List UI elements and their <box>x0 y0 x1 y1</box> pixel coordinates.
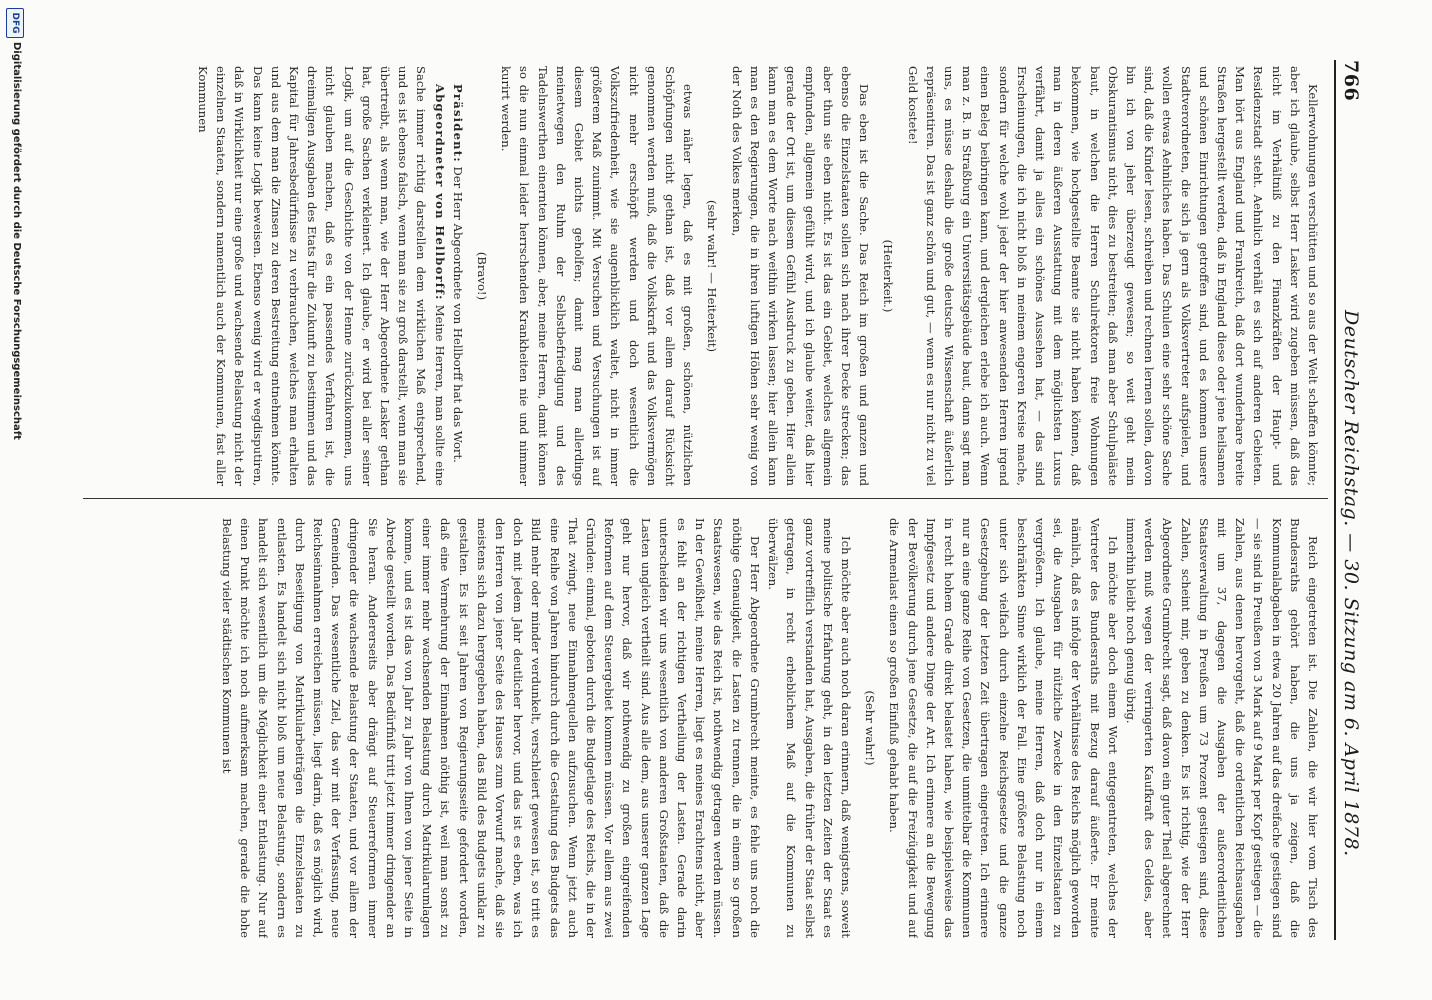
body-paragraph: Reich eingetreten ist. Die Zahlen, die wir hier vom Tisch des Bundesraths gehört haben, die uns ja zeigen, daß die Kommunalabgaben in etwa 20 Jahren auf das dreifache gestiegen sind — sie sind in Preußen von 3 Mark auf 9 Mark per Kopf gestiegen — die Zahlen, aus denen hervorgeht, daß die ordentlichen Reichsausgaben mit um 37, dagegen die Ausgaben der außerordentlichen Staatsverwaltung in Preußen um 73 Prozent gestiegen sind, diese Zahlen, scheint mir, geben zu denken. Es ist richtig, wie der Herr Abgeordnete Grumbrecht sagt, daß davon ein guter Theil abgerechnet werden muß wegen der verringerten Kaufkraft des Geldes, aber immerhin bleibt noch genug übrig. <box>1123 518 1320 938</box>
header-title: Deutscher Reichstag. — 30. Sitzung am 6. April 1878. <box>1340 310 1362 857</box>
digitization-credit: Digitalisierung gefördert durch die Deutsche Forschungsgemeinschaft <box>11 42 22 440</box>
interjection: (sehr wahr! — Heiterkeit) <box>705 199 720 352</box>
text-column-right <box>92 518 1322 938</box>
speaker-name: Abgeordneter von Hellborff: <box>432 84 447 301</box>
body-paragraph: Das eben ist die Sache. Das Reich im großen und ganzen und ebenso die Einzelstaaten sollen sich nach ihrer Decke strecken; das aber thun sie eben nicht. Es ist das ein Gebiet, welches allgemein empfunden, allgemein gefühlt wird, und ich glaube weiter, daß hier gerade der Ort ist, um diesem Gefühl Ausdruck zu geben. Hier allein kann man es dem Worte nach weithin wirken lassen; hier allein kann man es den Regierungen, die in ihren luftigen Höhen sehr wenig von der Noth des Volkes merken, <box>729 66 872 486</box>
speaker-paragraph <box>194 66 449 486</box>
interjection: (Heiterkeit.) <box>881 239 896 313</box>
page-footer <box>4 0 24 1000</box>
text-column-left <box>92 66 1322 486</box>
speech-text: Meine Herren, man sollte eine Sache immer richtig darstellen dem wirklichen Maß entsprechend, und es ist ebenso falsch, wenn man sie zu groß darstellt, wenn man sie übertreibt, als wenn man, wie der Herr Abgeordnete Lasker gethan hat, große Sachen verkleinert. Ich glaube, er wird bei aller seiner Logik, um auf die Geschichte von der Henne zurückzukommen, uns nicht glauben machen, daß es ein passendes Verfahren ist, die dreimaligen Ausgaben des Etats für die Zukunft zu bestimmen und das Kapital für Jahresbedürfnisse zu verbrauchen, welches man erhalten und aus dem man die Zinsen zu deren Bestreitung entnehmen könnte. Das kann keine Logik beweisen. Ebenso wenig wird er wegdisputiren, daß in Wirklichkeit nur eine große und wachsende Belastung nicht der einzelnen Staaten, sondern namentlich auch der Kommunen, fast aller Kommunen <box>196 66 447 486</box>
page-number: 766 <box>1340 60 1362 102</box>
body-paragraph: Ich möchte aber doch einem Wort entgegentreten, welches der Vertreter des Bundesraths mit Bezug darauf äußerte. Er meinte nämlich, daß es infolge der Verhältnisse des Reichs möglich geworden sei, die Ausgaben für nützliche Zwecke in den Einzelstaaten zu vergrößern. Ich glaube, meine Herren, daß doch nur in einem beschränkten Sinne wirklich der Fall. Eine größere Belastung noch unter sich vielfach durch einzelne Reichsgesetze und die ganze Gesetzgebung der letzten Zeit übertragen eingetreten. Ich erinnere nur an eine ganze Reihe von Gesetzen, die unmittelbar die Kommunen in recht hohem Grade direkt belastet haben, wie beispielsweise das Impfgesetz und andere Dinge der Art. Ich erinnere an die Bewegung der Bevölkerung durch jene Gesetze, die auf die Freizügigkeit und auf die Armenlast einen so großen Einfluß gehabt haben. <box>887 518 1120 938</box>
column-divider <box>83 498 1328 499</box>
interjection: (Bravo!) <box>475 251 490 301</box>
body-paragraph: Ich möchte aber auch noch daran erinnern, daß wenigstens, soweit meine politische Erfahrung geht, in den letzten Zeiten der Staat es ganz vortrefflich verstanden hat, Ausgaben, die früher der Staat selbst getragen, in recht erheblichem Maß auf die Kommunen zu überwälzen. <box>766 518 853 938</box>
interjection: (Sehr wahr!) <box>863 690 878 766</box>
speaker-paragraph <box>449 66 467 486</box>
speech-text: Der Herr Abgeordnete von Hellborff hat das Wort. <box>450 166 465 463</box>
body-paragraph: etwas näher legen, daß es mit großen, schönen, nützlichen Schöpfungen nicht gethan ist, daß vor allem darauf Rücksicht genommen werden muß, daß die Volkskraft und das Volksvermögen nicht mehr erschöpft werden und doch wesentlich die Volkszufriedenheit, wie sie augenblicklich waltet, nicht in immer größerem Maß zunimmt. Mit Versuchen und Versuchungen ist auf diesem Gebiet nichts geholfen; damit mag man allerdings meinetwegen den Ruhm der Selbstbefriedigung und des Tadelnswerthen einernten können, aber, meine Herren, damit können so die nun einmal leider herrschenden Krankheiten nie und nimmer kurirt werden. <box>499 66 696 486</box>
speaker-name: Präsident: <box>450 84 465 163</box>
body-paragraph: Der Herr Abgeordnete Grumbrecht meinte, es fehle uns noch die nöthige Genauigkeit, die Lasten zu trennen, die in einem so großen Staatswesen, wie das Reich ist, nothwendig getragen werden müssen. In der Gewißheit, meine Herren, liegt es meines Erachtens nicht, aber es fehlt an der richtigen Vertheilung der Lasten. Gerade darin unterscheiden wir uns wesentlich von anderen Großstaaten, daß die Lasten ungleich vertheilt sind. Aus alle dem, aus unserer ganzen Lage geht nur hervor, daß wir nothwendig zu großen eingreifenden Reformen auf dem Steuergebiet kommen müssen. Vor allem aus zwei Gründen: einmal, geboten durch die Budgetlage des Reichs, die in der That zwingt, neue Einnahmequellen aufzusuchen. Wenn jetzt auch eine Reihe von Jahren hindurch durch die Gestaltung des Budgets das Bild mehr oder minder verdunkelt, verschleiert gewesen ist, so tritt es doch mit jedem Jahr deutlicher hervor, und das ist es eben, was ich den Herren von jener Seite des Hauses zum Vorwurf mache, daß sie meistens sich dazu hergegeben haben, das Bild des Budgets unklar zu gestalten. Es ist seit Jahren von Regierungsseite gefordert worden, daß eine Vermehrung der Einnahmen nöthig ist, weil man sonst zu einer immer mehr wachsenden Belastung durch Matrikularumlagen komme, und es ist das von Jahr zu Jahr von Ihnen von jener Seite in Abrede gestellt worden. Das Bedürfniß tritt jetzt immer dringender an Sie heran. Andererseits aber drängt auf Steuerreformen immer dringender die wachsende Belastung der Staaten, und vor allem der Gemeinden. Das wesentliche Ziel, das wir mit der Verfassung, neue Reichseinnahmen erreichen müssen, liegt darin, daß es möglich wird, durch Beseitigung von Matrikularbeiträgen die Einzelstaaten zu entlasten. Es handelt sich nicht bloß um neue Belastung, sondern es handelt sich wesentlich um die Möglichkeit einer Entlastung. Nur auf einen Punkt möchte ich noch aufmerksam machen, gerade die hohe Belastung vieler städtischen Kommunen ist <box>220 518 762 938</box>
body-paragraph: Kellerwohnungen verschütten und so aus der Welt schaffen könnte; aber ich glaube, selbst Herr Lasker wird zugeben müssen, daß das nicht im Verhältniß zu den Finanzkräften der Haupt- und Residenzstadt steht. Aehnlich verhält es sich auf anderen Gebieten. Man hört aus England und Frankreich, daß dort wunderbare breite Straßen hergestellt werden, daß in England diese oder jene heilsamen und schönen Einrichtungen getroffen sind, und es kommen unsere Stadtverordneten, die sich ja gern als Volksvertreter aufspielen, und wollen etwas Aehnliches haben. Das Schulen eine sehr schöne Sache sind, daß die Kinder lesen, schreiben und rechnen lernen sollen, davon bin ich von jeher überzeugt gewesen; so weit geht mein Obskurantismus nicht, dies zu bestreiten; daß man aber Schulpaläste baut, in welchen die Herren Schulrektoren freie Wohnungen bekommen, wie hochgestellte Beamte sie nicht haben können, daß man in deren äußeren Ausstattung mit dem möglichsten Luxus verfährt, damit ja alles ein schönes Aussehen hat, — das sind Erscheinungen, die ich nicht bloß in meinem engeren Kreise mache, sondern für welche wohl jeder der hier anwesenden Herren irgend einen Beleg beibringen kann, und dergleichen erlebe ich auch. Wenn man z. B. in Straßburg ein Universitätsgebäude baut, dann sagt man uns, es müsse deshalb die große deutsche Wissenschaft äußerlich repräsentiren. Das ist ganz schön und gut, — wenn es nur nicht zu viel Geld kostete! <box>905 66 1320 486</box>
dfg-logo-icon: DFG <box>6 8 24 38</box>
page-header <box>1334 60 1362 940</box>
